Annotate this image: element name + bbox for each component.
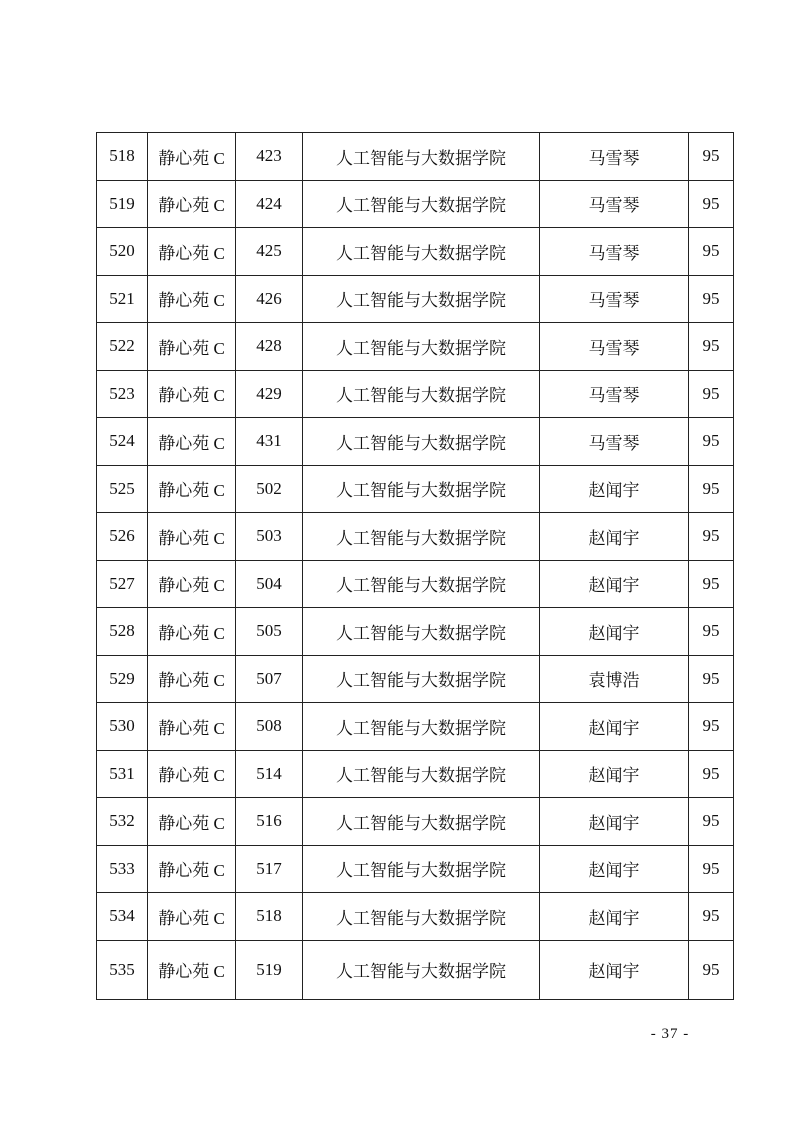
college-cell: 人工智能与大数据学院 xyxy=(303,608,540,656)
room-cell: 505 xyxy=(236,608,303,656)
room-cell: 425 xyxy=(236,228,303,276)
row-number-cell: 525 xyxy=(97,465,148,513)
table-row xyxy=(97,275,734,323)
room-cell: 428 xyxy=(236,323,303,371)
room-cell: 517 xyxy=(236,845,303,893)
person-cell: 袁博浩 xyxy=(540,655,689,703)
college-cell: 人工智能与大数据学院 xyxy=(303,560,540,608)
row-number-cell: 519 xyxy=(97,180,148,228)
college-cell: 人工智能与大数据学院 xyxy=(303,228,540,276)
row-number-cell: 529 xyxy=(97,655,148,703)
person-cell: 赵闻宇 xyxy=(540,750,689,798)
table-row xyxy=(97,893,734,941)
score-cell: 95 xyxy=(689,133,734,181)
person-cell: 赵闻宇 xyxy=(540,940,689,999)
room-cell: 507 xyxy=(236,655,303,703)
table-row xyxy=(97,323,734,371)
room-cell: 504 xyxy=(236,560,303,608)
building-cell: 静心苑 C xyxy=(148,133,236,181)
building-cell: 静心苑 C xyxy=(148,608,236,656)
row-number-cell: 518 xyxy=(97,133,148,181)
person-cell: 赵闻宇 xyxy=(540,513,689,561)
college-cell: 人工智能与大数据学院 xyxy=(303,133,540,181)
college-cell: 人工智能与大数据学院 xyxy=(303,655,540,703)
table-row xyxy=(97,845,734,893)
person-cell: 赵闻宇 xyxy=(540,798,689,846)
row-number-cell: 521 xyxy=(97,275,148,323)
score-cell: 95 xyxy=(689,893,734,941)
college-cell: 人工智能与大数据学院 xyxy=(303,180,540,228)
row-number-cell: 535 xyxy=(97,940,148,999)
college-cell: 人工智能与大数据学院 xyxy=(303,703,540,751)
score-cell: 95 xyxy=(689,275,734,323)
score-cell: 95 xyxy=(689,370,734,418)
room-cell: 518 xyxy=(236,893,303,941)
table-row xyxy=(97,370,734,418)
score-cell: 95 xyxy=(689,513,734,561)
building-cell: 静心苑 C xyxy=(148,560,236,608)
table-row xyxy=(97,465,734,513)
room-cell: 516 xyxy=(236,798,303,846)
building-cell: 静心苑 C xyxy=(148,228,236,276)
college-cell: 人工智能与大数据学院 xyxy=(303,323,540,371)
table-row xyxy=(97,513,734,561)
building-cell: 静心苑 C xyxy=(148,845,236,893)
dormitory-table xyxy=(96,132,734,1000)
table-row xyxy=(97,750,734,798)
row-number-cell: 523 xyxy=(97,370,148,418)
building-cell: 静心苑 C xyxy=(148,323,236,371)
college-cell: 人工智能与大数据学院 xyxy=(303,370,540,418)
person-cell: 马雪琴 xyxy=(540,133,689,181)
building-cell: 静心苑 C xyxy=(148,180,236,228)
room-cell: 426 xyxy=(236,275,303,323)
person-cell: 马雪琴 xyxy=(540,323,689,371)
score-cell: 95 xyxy=(689,608,734,656)
building-cell: 静心苑 C xyxy=(148,513,236,561)
row-number-cell: 528 xyxy=(97,608,148,656)
college-cell: 人工智能与大数据学院 xyxy=(303,940,540,999)
room-cell: 514 xyxy=(236,750,303,798)
row-number-cell: 534 xyxy=(97,893,148,941)
table-row xyxy=(97,180,734,228)
person-cell: 赵闻宇 xyxy=(540,845,689,893)
room-cell: 502 xyxy=(236,465,303,513)
row-number-cell: 527 xyxy=(97,560,148,608)
person-cell: 赵闻宇 xyxy=(540,608,689,656)
row-number-cell: 532 xyxy=(97,798,148,846)
table-row xyxy=(97,703,734,751)
person-cell: 马雪琴 xyxy=(540,180,689,228)
person-cell: 赵闻宇 xyxy=(540,893,689,941)
row-number-cell: 520 xyxy=(97,228,148,276)
score-cell: 95 xyxy=(689,465,734,513)
table-row xyxy=(97,418,734,466)
score-cell: 95 xyxy=(689,180,734,228)
building-cell: 静心苑 C xyxy=(148,418,236,466)
score-cell: 95 xyxy=(689,323,734,371)
table-row xyxy=(97,655,734,703)
score-cell: 95 xyxy=(689,418,734,466)
building-cell: 静心苑 C xyxy=(148,465,236,513)
row-number-cell: 533 xyxy=(97,845,148,893)
college-cell: 人工智能与大数据学院 xyxy=(303,513,540,561)
row-number-cell: 522 xyxy=(97,323,148,371)
building-cell: 静心苑 C xyxy=(148,750,236,798)
building-cell: 静心苑 C xyxy=(148,893,236,941)
table-row xyxy=(97,940,734,999)
person-cell: 赵闻宇 xyxy=(540,560,689,608)
college-cell: 人工智能与大数据学院 xyxy=(303,418,540,466)
room-cell: 503 xyxy=(236,513,303,561)
building-cell: 静心苑 C xyxy=(148,798,236,846)
row-number-cell: 530 xyxy=(97,703,148,751)
table-row xyxy=(97,798,734,846)
person-cell: 马雪琴 xyxy=(540,275,689,323)
table-row xyxy=(97,133,734,181)
score-cell: 95 xyxy=(689,798,734,846)
person-cell: 赵闻宇 xyxy=(540,703,689,751)
room-cell: 431 xyxy=(236,418,303,466)
room-cell: 508 xyxy=(236,703,303,751)
score-cell: 95 xyxy=(689,228,734,276)
college-cell: 人工智能与大数据学院 xyxy=(303,798,540,846)
person-cell: 马雪琴 xyxy=(540,418,689,466)
room-cell: 423 xyxy=(236,133,303,181)
row-number-cell: 524 xyxy=(97,418,148,466)
row-number-cell: 526 xyxy=(97,513,148,561)
table-row xyxy=(97,608,734,656)
score-cell: 95 xyxy=(689,703,734,751)
college-cell: 人工智能与大数据学院 xyxy=(303,465,540,513)
college-cell: 人工智能与大数据学院 xyxy=(303,750,540,798)
building-cell: 静心苑 C xyxy=(148,275,236,323)
table-row xyxy=(97,560,734,608)
score-cell: 95 xyxy=(689,560,734,608)
building-cell: 静心苑 C xyxy=(148,703,236,751)
table-row xyxy=(97,228,734,276)
building-cell: 静心苑 C xyxy=(148,940,236,999)
score-cell: 95 xyxy=(689,750,734,798)
person-cell: 马雪琴 xyxy=(540,228,689,276)
score-cell: 95 xyxy=(689,940,734,999)
room-cell: 519 xyxy=(236,940,303,999)
college-cell: 人工智能与大数据学院 xyxy=(303,893,540,941)
college-cell: 人工智能与大数据学院 xyxy=(303,845,540,893)
building-cell: 静心苑 C xyxy=(148,655,236,703)
table-body xyxy=(97,133,734,1000)
score-cell: 95 xyxy=(689,845,734,893)
page-number: - 37 - xyxy=(650,1026,690,1042)
college-cell: 人工智能与大数据学院 xyxy=(303,275,540,323)
person-cell: 赵闻宇 xyxy=(540,465,689,513)
room-cell: 424 xyxy=(236,180,303,228)
row-number-cell: 531 xyxy=(97,750,148,798)
room-cell: 429 xyxy=(236,370,303,418)
score-cell: 95 xyxy=(689,655,734,703)
building-cell: 静心苑 C xyxy=(148,370,236,418)
person-cell: 马雪琴 xyxy=(540,370,689,418)
